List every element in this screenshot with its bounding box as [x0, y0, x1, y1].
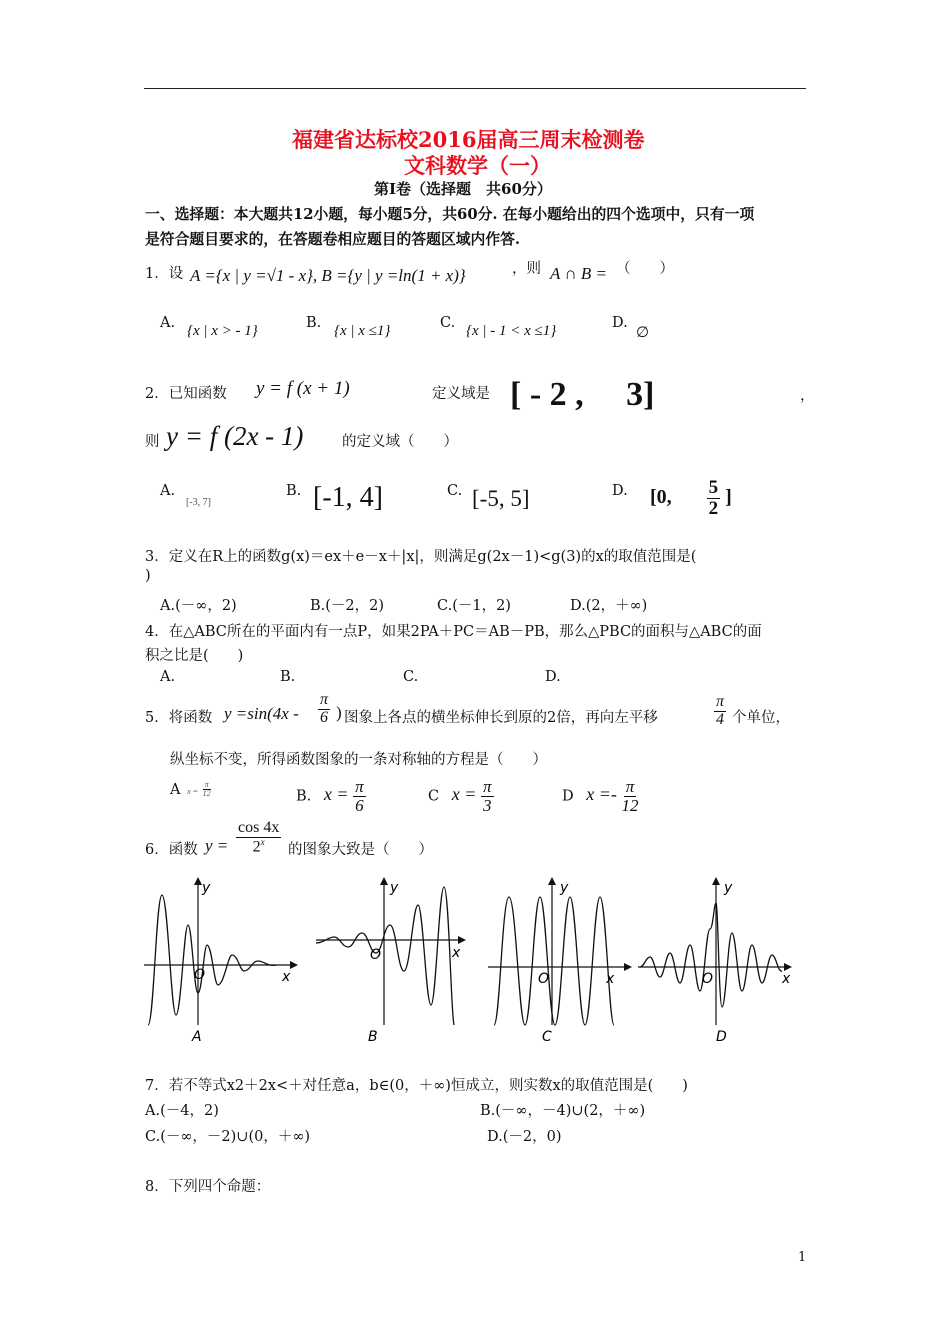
- q5-line2: 纵坐标不变，所得函数图象的一条对称轴的方程是（ ）: [170, 752, 547, 768]
- q6-lhs: y =: [205, 836, 229, 855]
- document-subtitle: 文科数学（一）: [404, 153, 551, 178]
- q7-option-c-label: C.: [145, 1129, 161, 1145]
- q7-option-b: [480, 1099, 645, 1120]
- y-label: y: [202, 880, 211, 896]
- q3-option-c-text: (－1，2): [452, 598, 511, 614]
- q5-option-b-den: 6: [355, 795, 364, 815]
- q3-line1: 3．定义在R上的函数g(x)＝ex＋e－x＋|x|，则满足g(2x－1)<g(3)的x的取值范围是(: [145, 549, 697, 565]
- q2-option-d-den: 2: [708, 497, 719, 519]
- q1-paren: （ ）: [616, 261, 674, 277]
- q4-option-b: B.: [280, 669, 296, 685]
- q1-then: ，则: [512, 261, 541, 277]
- q4-option-a: A.: [160, 669, 176, 685]
- q1-stem: [145, 262, 183, 283]
- q5-option-a: [170, 781, 211, 799]
- origin-label: O: [538, 971, 550, 987]
- y-axis-arrow: [380, 877, 388, 885]
- q3-option-b-text: (－2，2): [325, 598, 385, 614]
- q6-prefix: 6．函数: [145, 842, 198, 858]
- x-label: x: [782, 971, 791, 987]
- q3-option-d-text: (2，＋∞): [585, 598, 648, 614]
- q5-option-d-den: 12: [621, 795, 639, 815]
- q1-option-a-label: A.: [160, 315, 176, 331]
- q2-line2-prefix: 则: [145, 434, 160, 450]
- q5-four: 4: [716, 710, 724, 728]
- q3-line2: ): [145, 568, 151, 584]
- q3-option-d-label: D.: [570, 598, 586, 614]
- q5-option-b: [296, 778, 366, 815]
- q5-option-a-fraction: [203, 781, 211, 799]
- y-axis-arrow: [548, 877, 556, 885]
- q4-line2: 积之比是( ): [145, 648, 244, 664]
- q1-option-b: {x | x ≤1}: [334, 323, 391, 339]
- q2-domain: [ - 2 , 3]: [510, 376, 655, 413]
- q2-option-d: [650, 478, 732, 519]
- q2-option-a: [-3, 7]: [186, 497, 211, 508]
- q1-option-b-label: B.: [306, 315, 322, 331]
- q5-option-c-fraction: [481, 778, 494, 815]
- q5-option-c: [428, 778, 494, 815]
- q5-option-a-num: π: [204, 780, 209, 789]
- q5-six: 6: [320, 708, 328, 726]
- q3-option-a-label: A.: [160, 598, 176, 614]
- header-rule: [144, 88, 806, 89]
- x-label: x: [282, 969, 291, 985]
- q7-option-d: [487, 1125, 561, 1146]
- origin-label: O: [702, 971, 714, 987]
- q8-line1: 8．下列四个命题：: [145, 1179, 271, 1195]
- q7-option-a-text: (－4，2): [160, 1103, 219, 1119]
- x-axis-arrow: [458, 936, 466, 944]
- q6-den-exp: x: [260, 836, 265, 847]
- q2-comma: ，: [800, 388, 815, 404]
- q5-fraction-2: [714, 694, 726, 729]
- y-axis-arrow: [194, 877, 202, 885]
- x-label: x: [452, 945, 461, 961]
- q5-option-b-fraction: [353, 778, 366, 815]
- graph-label-a: A: [192, 1029, 202, 1045]
- q5-option-b-lhs: x =: [323, 784, 349, 805]
- x-label: x: [606, 971, 615, 987]
- q2-option-c: [-5, 5]: [472, 486, 530, 511]
- origin-label: O: [194, 967, 206, 983]
- q2-option-b-label: B.: [286, 483, 302, 499]
- q7-option-b-text: (－∞，－4)∪(2，＋∞): [495, 1103, 646, 1119]
- q7-line1: 7．若不等式x2＋2x<＋对任意a，b∈(0，＋∞)恒成立，则实数x的取值范围是( ): [145, 1078, 688, 1094]
- q5-option-b-label: B.: [296, 788, 312, 805]
- q2-option-d-open: [0,: [650, 486, 672, 509]
- q5-prefix: 5．将函数: [145, 710, 213, 726]
- x-axis-arrow: [784, 963, 792, 971]
- y-label: y: [390, 880, 399, 896]
- q6-numerator: cos 4x: [238, 819, 280, 836]
- page-number: 1: [798, 1250, 807, 1265]
- q5-option-a-label: A: [170, 781, 181, 798]
- q5-option-d-num: π: [625, 777, 635, 796]
- section-heading: 第Ⅰ卷（选择题 共60分）: [374, 180, 552, 198]
- curve: [640, 903, 782, 1007]
- q6-graph-c: [482, 875, 642, 1055]
- q5-option-c-label: C: [428, 788, 440, 805]
- q1-option-a: {x | x > - 1}: [187, 323, 258, 339]
- q2-function2: y = f (2x - 1): [166, 421, 304, 451]
- q1-option-c-label: C.: [440, 315, 456, 331]
- q7-option-c: [145, 1125, 310, 1146]
- q5-close-paren: ): [336, 703, 342, 722]
- q3-option-b-label: B.: [310, 598, 326, 614]
- q6-tail: 的图象大致是（ ）: [288, 842, 433, 858]
- instructions-line1: 一、选择题：本大题共12小题，每小题5分，共60分. 在每小题给出的四个选项中，只有一项: [145, 206, 755, 223]
- q5-pi-1: π: [320, 691, 329, 708]
- q3-option-c-label: C.: [437, 598, 453, 614]
- q1-prefix: 1．设: [145, 266, 184, 282]
- q1-option-d-label: D.: [612, 315, 628, 331]
- q2-prefix: 2．已知函数: [145, 386, 227, 402]
- q1-option-c: {x | - 1 < x ≤1}: [466, 323, 557, 339]
- y-label: y: [560, 880, 569, 896]
- q1-expression: A ={x | y =√1 - x}, B ={y | y =ln(1 + x)}: [190, 266, 466, 285]
- q2-option-c-label: C.: [447, 483, 463, 499]
- q2-option-d-fraction: [707, 478, 721, 519]
- q5-stem-tail: 个单位，: [732, 710, 790, 726]
- q2-option-d-close: ]: [725, 486, 732, 509]
- q7-option-a-label: A.: [145, 1103, 161, 1119]
- q5-option-b-num: π: [355, 777, 364, 796]
- instructions-line2: 是符合题目要求的，在答题卷相应题目的答题区域内作答.: [145, 231, 521, 248]
- q5-option-d-label: D: [562, 788, 574, 805]
- q4-option-c: C.: [403, 669, 419, 685]
- curve: [148, 895, 276, 1025]
- q4-line1: 4．在△ABC所在的平面内有一点P，如果2PA＋PC＝AB－PB，那么△PBC的面积与△ABC的面: [145, 624, 762, 640]
- q2-line2-tail: 的定义域（ ）: [342, 434, 458, 450]
- graph-label-b: B: [368, 1029, 378, 1045]
- q5-option-c-num: π: [482, 777, 492, 796]
- q3-option-d: [570, 594, 647, 615]
- q5-option-c-den: 3: [482, 795, 492, 815]
- q5-option-a-den: 12: [202, 789, 211, 799]
- q6-graph-b: [310, 875, 470, 1055]
- document-title: 福建省达标校2016届高三周末检测卷: [292, 127, 645, 152]
- q2-option-d-label: D.: [612, 483, 628, 499]
- q6-graph-d: [632, 875, 802, 1055]
- q2-option-d-num: 5: [708, 477, 719, 498]
- q5-option-d: [562, 778, 639, 815]
- x-axis-arrow: [290, 961, 298, 969]
- x-axis-arrow: [624, 963, 632, 971]
- q5-fraction-1: [318, 692, 330, 727]
- q6-denominator: [253, 838, 265, 856]
- q7-option-b-label: B.: [480, 1103, 496, 1119]
- q6-fraction: [236, 820, 281, 856]
- q3-option-c: [437, 594, 511, 615]
- q3-option-a: [160, 594, 237, 615]
- curve: [494, 897, 614, 1025]
- q5-option-c-lhs: x =: [451, 784, 477, 805]
- origin-label: O: [370, 947, 382, 963]
- q4-option-d: D.: [545, 669, 561, 685]
- q1-option-d: ∅: [636, 325, 650, 341]
- q2-function: y = f (x + 1): [256, 378, 350, 399]
- q7-option-c-text: (－∞，－2)∪(0，＋∞): [160, 1129, 311, 1145]
- q5-option-d-fraction: [622, 778, 639, 815]
- q6-graph-a: [140, 875, 300, 1055]
- curve: [316, 887, 454, 1025]
- q5-pi-2: π: [716, 693, 725, 710]
- q1-expression2: A ∩ B =: [550, 264, 607, 283]
- q5-stem-middle: 图象上各点的横坐标伸长到原的2倍，再向左平移: [344, 710, 658, 726]
- q2-domain-label: 定义域是: [432, 386, 490, 402]
- q3-option-a-text: (－∞，2): [175, 598, 237, 614]
- q2-option-a-label: A.: [160, 483, 176, 499]
- y-label: y: [724, 880, 733, 896]
- graph-label-c: C: [542, 1029, 552, 1045]
- q7-option-d-label: D.: [487, 1129, 503, 1145]
- y-axis-arrow: [712, 877, 720, 885]
- q5-function: y =sin(4x -: [224, 704, 299, 723]
- q3-option-b: [310, 594, 384, 615]
- q5-option-a-lhs: x =: [187, 786, 199, 796]
- graph-label-d: D: [716, 1029, 727, 1045]
- q2-option-b: [-1, 4]: [313, 482, 383, 513]
- q6-den-base: 2: [252, 838, 261, 856]
- q7-option-a: [145, 1099, 219, 1120]
- q5-option-d-lhs: x =-: [586, 784, 617, 805]
- q7-option-d-text: (－2，0): [502, 1129, 562, 1145]
